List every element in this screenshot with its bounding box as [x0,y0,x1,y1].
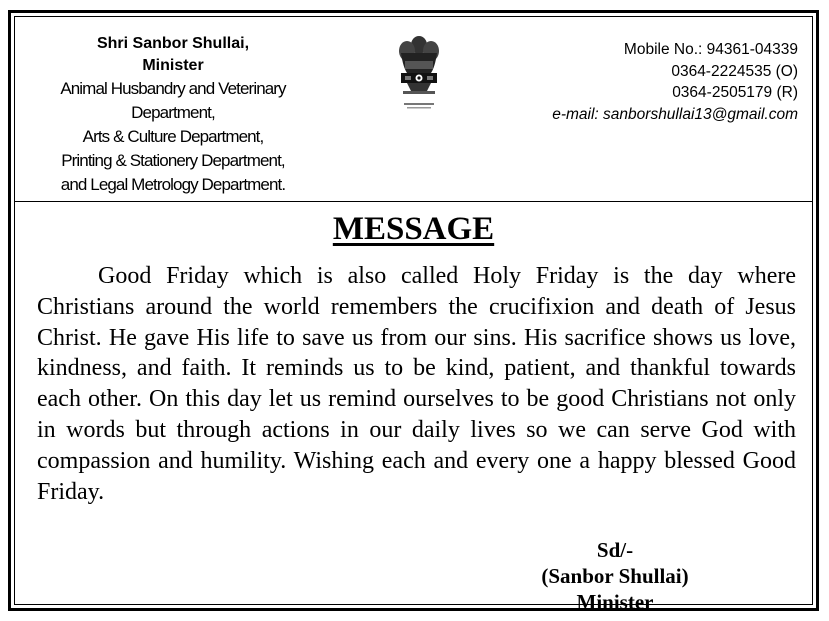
minister-details [23,33,323,197]
residence-phone: 0364-2505179 (R) [672,84,798,101]
signature-sd: Sd/- [596,538,634,562]
department-line: Printing & Stationery Department, [61,151,285,170]
message-body: Good Friday which is also called Holy Friday is the day where Christians around the world remembers the crucifixion and death of Jesus Christ. He gave His life to save us from our sins. His sacrifice shows us love, kindness, and faith. It reminds us to be kind, patient, and thankful towards each other. On this day let us remind ourselves to be good Christians not only in words but through actions in our daily lives so we can serve God with compassion and humility. Wishing each and every one a happy blessed Good Friday. [37,263,796,505]
signatory-title: Minister [576,590,654,614]
minister-name: Shri Sanbor Shullai, [96,35,250,52]
header-divider [15,201,812,202]
department-line: and Legal Metrology Department. [60,175,286,194]
signatory-name: (Sanbor Shullai) [541,564,689,588]
mobile-number: Mobile No.: 94361-04339 [623,41,798,58]
letterhead [15,17,812,201]
state-emblem-icon [391,31,447,113]
message-title: MESSAGE [332,211,495,247]
department-line: Animal Husbandry and Veterinary [60,79,286,98]
email-address: e-mail: sanborshullai13@gmail.com [552,105,798,123]
office-phone: 0364-2224535 (O) [671,62,798,80]
department-line: Department, [131,103,215,122]
contact-details [552,39,798,125]
signature-block [515,537,715,615]
department-line: Arts & Culture Department, [82,127,264,146]
minister-role: Minister [142,57,204,74]
message-frame [8,10,819,614]
message-inner-frame [14,16,813,614]
